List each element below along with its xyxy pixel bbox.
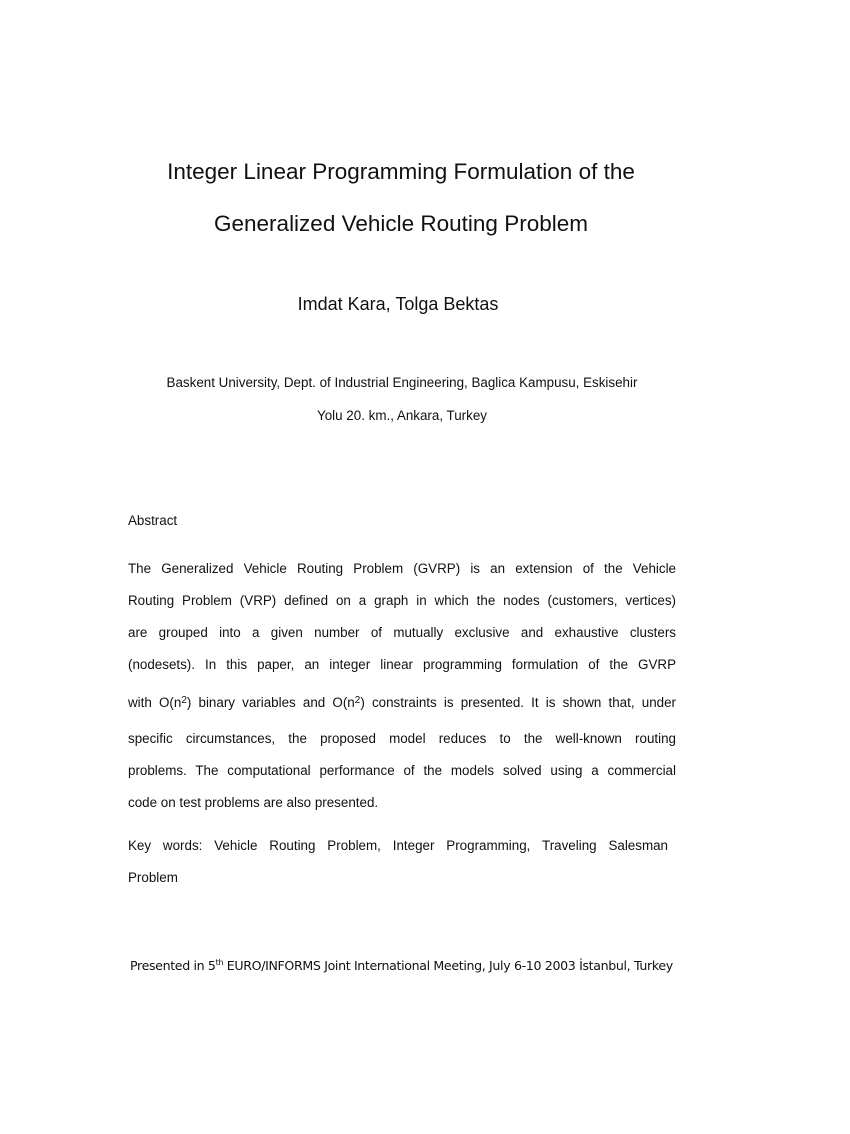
affiliation-line-2: Yolu 20. km., Ankara, Turkey xyxy=(317,408,487,423)
abstract-line: code on test problems are also presented. xyxy=(128,795,379,810)
exponent: 2 xyxy=(354,695,361,706)
presentation-note-prefix: Presented in 5 xyxy=(130,958,216,973)
abstract-text: with O(n xyxy=(128,695,182,710)
abstract-line: The Generalized Vehicle Routing Problem (GVRP) is an extension of the Vehicle xyxy=(128,561,676,576)
keywords xyxy=(128,838,668,885)
abstract-body xyxy=(128,561,676,810)
abstract-text: ) binary variables and O(n xyxy=(186,695,355,710)
abstract-line-with-exponents xyxy=(128,685,676,710)
abstract-line: are grouped into a given number of mutually exclusive and exhaustive clusters xyxy=(128,625,676,640)
abstract-line: Routing Problem (VRP) defined on a graph in which the nodes (customers, vertices) xyxy=(128,593,676,608)
abstract-text: ) constraints is presented. It is shown that, under xyxy=(360,695,676,710)
abstract-heading: Abstract xyxy=(128,513,178,528)
title-line-2: Generalized Vehicle Routing Problem xyxy=(214,211,588,236)
abstract-line: problems. The computational performance of the models solved using a commercial xyxy=(128,763,676,778)
exponent: 2 xyxy=(181,695,187,706)
authors: Imdat Kara, Tolga Bektas xyxy=(297,294,499,314)
presentation-note-suffix: EURO/INFORMS Joint International Meeting, July 6-10 2003 İstanbul, Turkey xyxy=(223,958,673,973)
abstract-line: specific circumstances, the proposed model reduces to the well-known routing xyxy=(128,731,676,746)
abstract-line: (nodesets). In this paper, an integer linear programming formulation of the GVRP xyxy=(128,657,676,672)
keywords-line: Problem xyxy=(128,870,178,885)
keywords-line: Key words: Vehicle Routing Problem, Integer Programming, Traveling Salesman xyxy=(128,838,668,853)
presentation-note xyxy=(130,957,673,973)
affiliation-line-1: Baskent University, Dept. of Industrial Engineering, Baglica Kampusu, Eskisehir xyxy=(166,375,638,390)
title-line-1: Integer Linear Programming Formulation of the xyxy=(167,159,635,184)
ordinal-suffix: th xyxy=(215,957,224,967)
